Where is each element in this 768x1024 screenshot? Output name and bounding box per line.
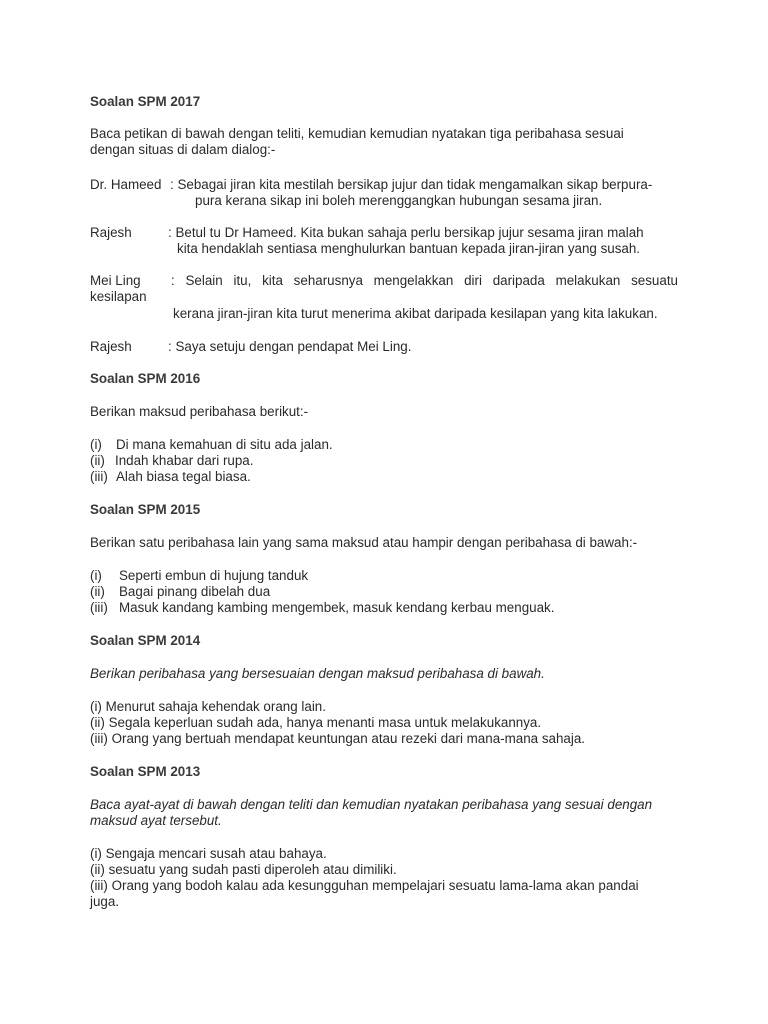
dialog-line: : Betul tu Dr Hameed. Kita bukan sahaja perlu bersikap jujur sesama jiran malah [168, 225, 644, 240]
dialog-line: kerana jiran-jiran kita turut menerima akibat daripada kesilapan yang kita lakukan. [173, 306, 658, 321]
dialog-line: pura kerana sikap ini boleh merenggangkan hubungan sesama jiran. [195, 193, 603, 208]
list-item-continuation: juga. [90, 894, 120, 909]
section-heading-2014: Soalan SPM 2014 [90, 633, 201, 648]
list-item: Seperti embun di hujung tanduk [119, 568, 309, 583]
dialog-speaker: Mei Ling [90, 273, 141, 288]
list-item: (i) Menurut sahaja kehendak orang lain. [90, 699, 326, 714]
list-item: (ii) sesuatu yang sudah pasti diperoleh atau dimiliki. [90, 862, 397, 877]
list-item: (iii) Orang yang bodoh kalau ada kesungguhan mempelajari sesuatu lama-lama akan pandai [90, 878, 639, 893]
dialog-line: : Saya setuju dengan pendapat Mei Ling. [168, 339, 412, 354]
dialog-line: : Sebagai jiran kita mestilah bersikap jujur dan tidak mengamalkan sikap berpura- [170, 177, 653, 192]
list-item-number: (ii) [90, 584, 105, 599]
instruction-2017-line2: dengan situas di dalam dialog:- [90, 142, 276, 157]
list-item: Indah khabar dari rupa. [115, 453, 254, 468]
instruction-2017-line1: Baca petikan di bawah dengan teliti, kemudian kemudian nyatakan tiga peribahasa sesuai [90, 126, 624, 141]
list-item-number: (i) [90, 437, 102, 452]
list-item: Masuk kandang kambing mengembek, masuk kendang kerbau menguak. [119, 600, 555, 615]
section-heading-2013: Soalan SPM 2013 [90, 764, 201, 779]
instruction-2013-line1: Baca ayat-ayat di bawah dengan teliti dan kemudian nyatakan peribahasa yang sesuai dengan [90, 797, 653, 812]
dialog-speaker: Rajesh [90, 225, 132, 240]
list-item: (ii) Segala keperluan sudah ada, hanya menanti masa untuk melakukannya. [90, 715, 542, 730]
dialog-speaker: Dr. Hameed [90, 177, 162, 192]
list-item: Bagai pinang dibelah dua [119, 584, 271, 599]
dialog-line: : Selain itu, kita seharusnya mengelakkan diri daripada melakukan sesuatu [171, 273, 678, 288]
document-page [90, 0, 680, 1024]
list-item-number: (ii) [90, 453, 105, 468]
instruction-2013-line2: maksud ayat tersebut. [90, 813, 222, 828]
section-heading-2015: Soalan SPM 2015 [90, 502, 201, 517]
list-item: (iii) Orang yang bertuah mendapat keuntungan atau rezeki dari mana-mana sahaja. [90, 731, 586, 746]
dialog-line: kita hendaklah sentiasa menghulurkan bantuan kepada jiran-jiran yang susah. [177, 241, 641, 256]
instruction-2015: Berikan satu peribahasa lain yang sama maksud atau hampir dengan peribahasa di bawah:- [90, 535, 638, 550]
instruction-2016: Berikan maksud peribahasa berikut:- [90, 404, 309, 419]
list-item: Alah biasa tegal biasa. [116, 469, 251, 484]
section-heading-2017: Soalan SPM 2017 [90, 94, 201, 109]
section-heading-2016: Soalan SPM 2016 [90, 371, 201, 386]
dialog-speaker-continuation: kesilapan [90, 289, 147, 304]
dialog-speaker: Rajesh [90, 339, 132, 354]
instruction-2014: Berikan peribahasa yang bersesuaian dengan maksud peribahasa di bawah. [90, 666, 545, 681]
list-item-number: (iii) [90, 469, 108, 484]
list-item: Di mana kemahuan di situ ada jalan. [116, 437, 333, 452]
list-item-number: (iii) [90, 600, 108, 615]
list-item: (i) Sengaja mencari susah atau bahaya. [90, 846, 327, 861]
list-item-number: (i) [90, 568, 102, 583]
